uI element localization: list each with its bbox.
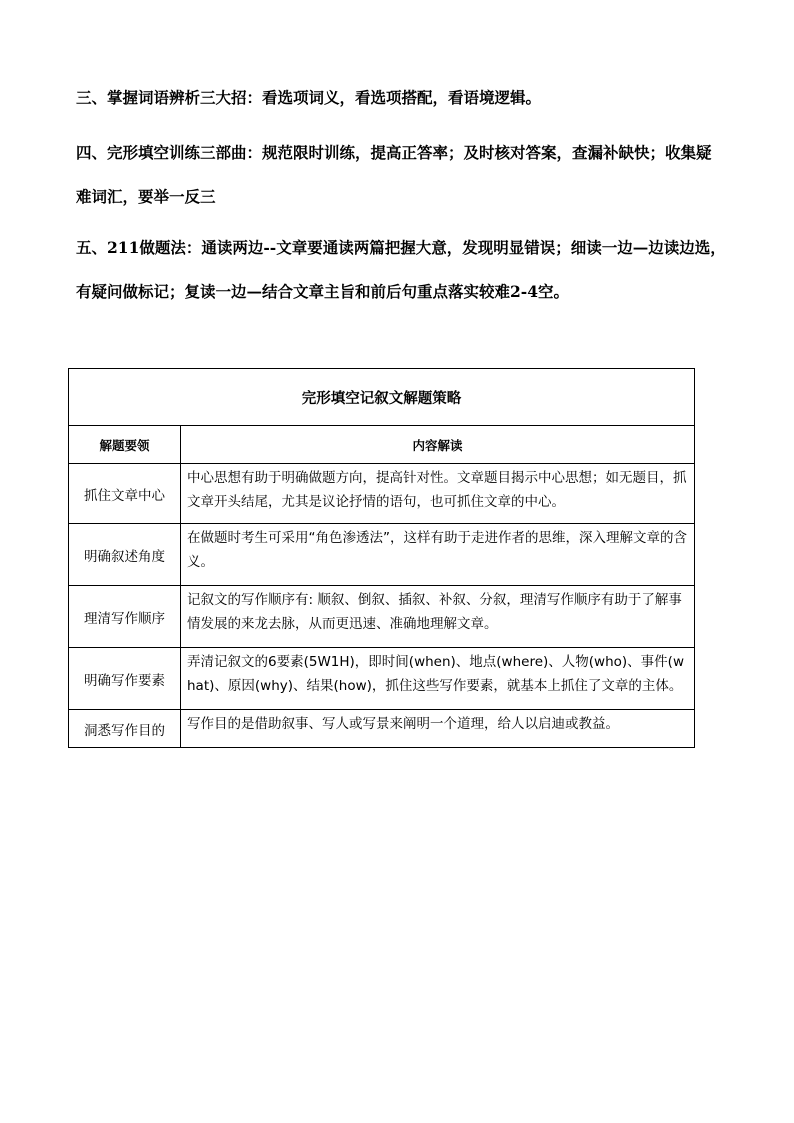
row-key: 洞悉写作目的 [69, 710, 181, 748]
table-row [69, 524, 695, 586]
table-row [69, 648, 695, 710]
table-row [69, 464, 695, 524]
column-header-key: 解题要领 [69, 426, 181, 464]
row-content: 中心思想有助于明确做题方向，提高针对性。文章题目揭示中心思想；如无题目，抓文章开头结尾，尤其是议论抒情的语句，也可抓住文章的中心。 [181, 464, 695, 524]
row-key: 明确叙述角度 [69, 524, 181, 586]
row-key: 抓住文章中心 [69, 464, 181, 524]
strategy-table [68, 368, 695, 748]
row-content: 弄清记叙文的6要素(5W1H)，即时间(when)、地点(where)、人物(who)、事件(what)、原因(why)、结果(how)，抓住这些写作要素，就基本上抓住了文章的主体。 [181, 648, 695, 710]
table-row [69, 710, 695, 748]
column-header-content: 内容解读 [181, 426, 695, 464]
table-title-row [69, 369, 695, 426]
table-title: 完形填空记叙文解题策略 [69, 369, 695, 426]
row-key: 理清写作顺序 [69, 586, 181, 648]
paragraph-word-analysis: 三、掌握词语辨析三大招：看选项词义，看选项搭配，看语境逻辑。 [76, 88, 542, 107]
table-header-row [69, 426, 695, 464]
row-content: 写作目的是借助叙事、写人或写景来阐明一个道理，给人以启迪或教益。 [181, 710, 695, 748]
table-row [69, 586, 695, 648]
row-content: 记叙文的写作顺序有: 顺叙、倒叙、插叙、补叙、分叙，理清写作顺序有助于了解事情发展的来龙去脉，从而更迅速、准确地理解文章。 [181, 586, 695, 648]
paragraph-cloze-training: 四、完形填空训练三部曲：规范限时训练，提高正答率；及时核对答案，查漏补缺快；收集疑难词汇，要举一反三 [76, 143, 712, 206]
row-content: 在做题时考生可采用“角色渗透法”，这样有助于走进作者的思维，深入理解文章的含义。 [181, 524, 695, 586]
row-key: 明确写作要素 [69, 648, 181, 710]
paragraph-211-method: 五、211做题法：通读两边--文章要通读两篇把握大意，发现明显错误；细读一边—边读边选，有疑问做标记；复读一边—结合文章主旨和前后句重点落实较难2-4空。 [76, 238, 726, 301]
